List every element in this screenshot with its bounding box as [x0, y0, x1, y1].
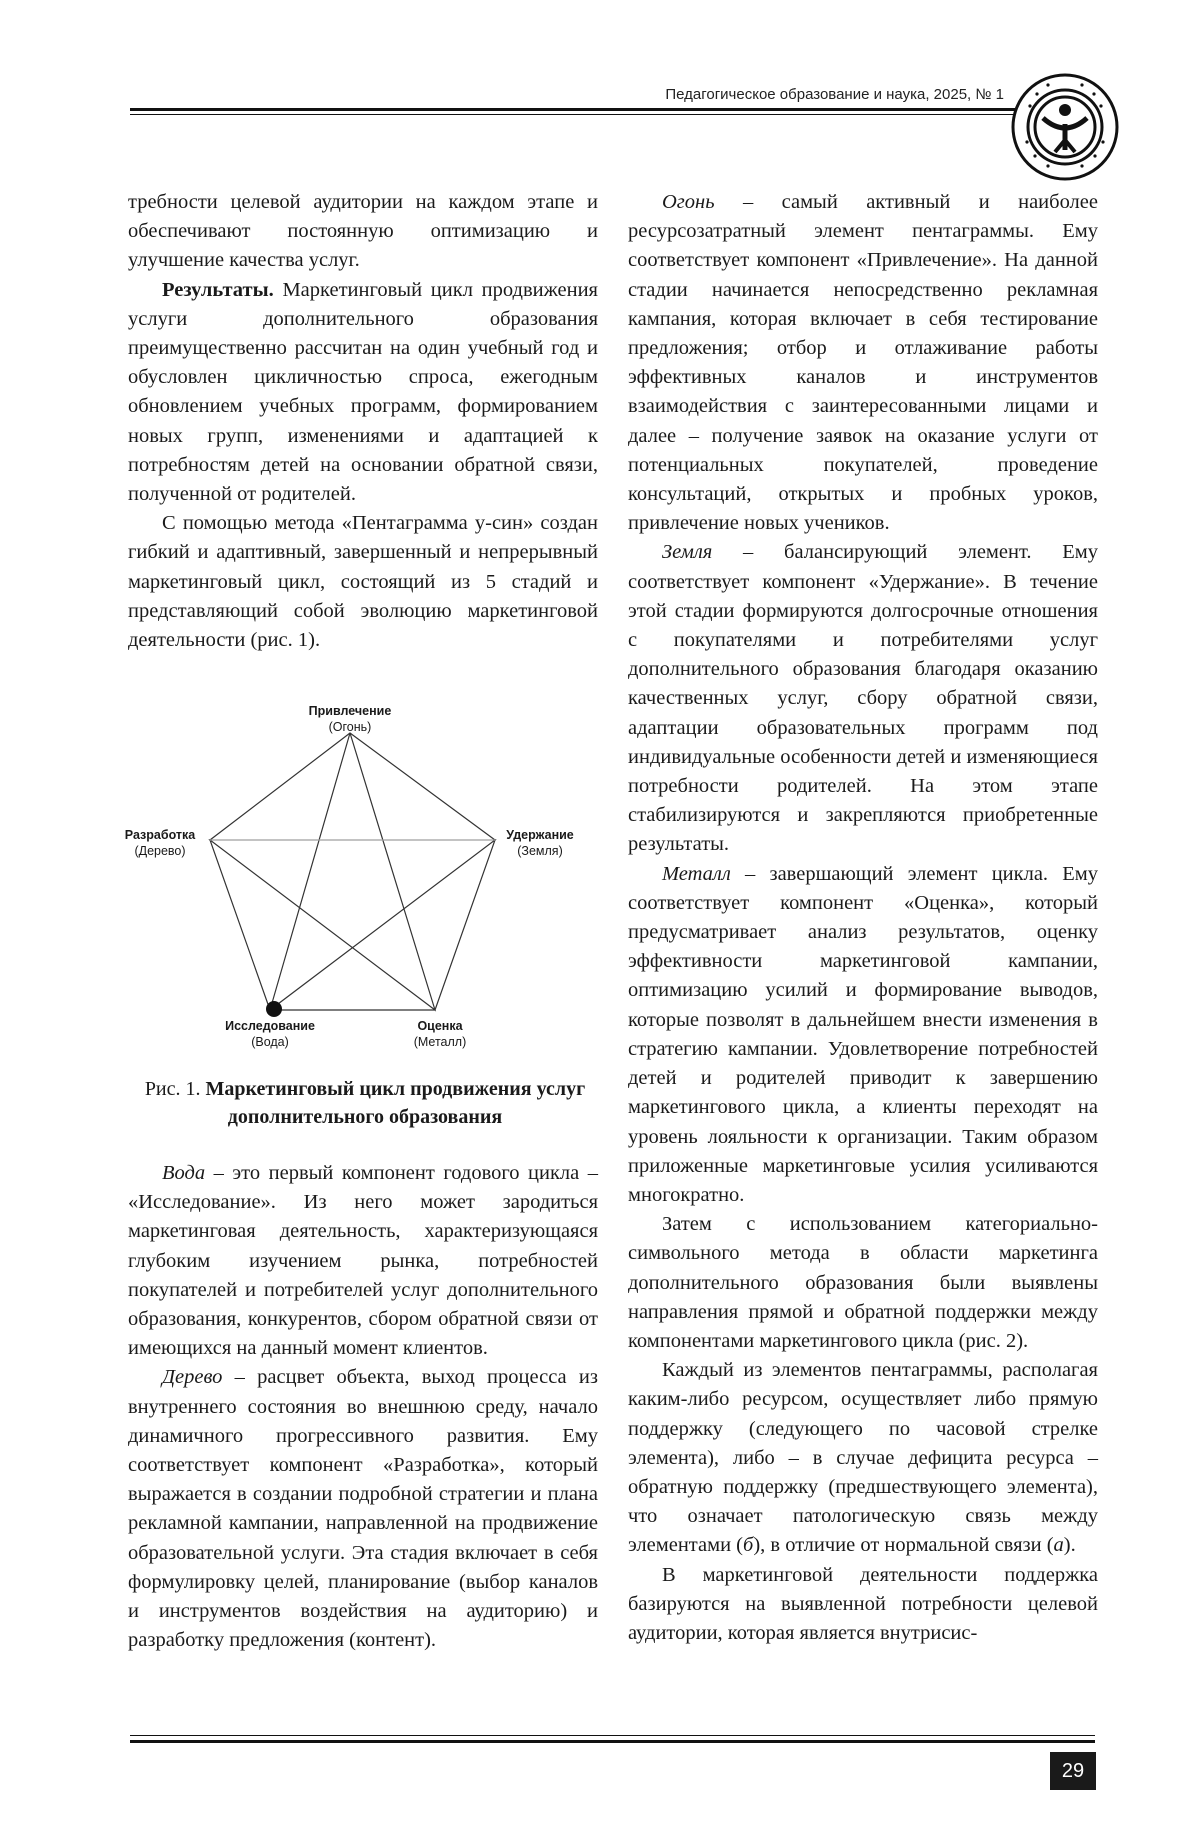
- paragraph: Результаты. Маркетинговый цикл продвижения услуги дополнительного образования преимущественно рассчитан на один учебный год и обусловлен цикличностью спроса, ежегодным обновлением учебных программ, формированием новых групп, изменениями и адаптацией к потребностям детей на основании обратной связи, полученной от родителей.: [128, 278, 598, 506]
- node-evaluation: Оценка (Металл): [413, 1019, 467, 1049]
- pentagram-figure: [125, 705, 605, 1055]
- left-column-top: [128, 188, 598, 655]
- node-retention: Удержание (Земля): [506, 828, 574, 858]
- node-research: Исследование (Вода): [225, 1019, 315, 1049]
- term: Дерево: [162, 1366, 223, 1389]
- right-column: [628, 188, 1098, 1648]
- page-number: 29: [1050, 1752, 1096, 1790]
- pentagram-star: [210, 733, 495, 1010]
- figure-caption: Рис. 1. Маркетинговый цикл продвижения услуг дополнительного образования: [144, 1078, 586, 1128]
- paragraph: Затем с использованием категориально-символьного метода в области маркетинга дополнительного образования были выявлены направления прямой и обратной поддержки между компонентами маркетингового цикла (рис. 2).: [628, 1213, 1098, 1352]
- paragraph: требности целевой аудитории на каждом этапе и обеспечивают постоянную оптимизацию и улучшение качества услуг.: [128, 191, 598, 272]
- term: Вода: [162, 1162, 206, 1184]
- node-development: Разработка (Дерево): [124, 828, 196, 858]
- term: Огонь: [662, 191, 715, 213]
- node-attraction: Привлечение (Огонь): [308, 704, 392, 734]
- left-column-bottom: [128, 1159, 598, 1655]
- pentagram-diagram: [125, 705, 605, 1055]
- term: Земля: [662, 541, 713, 564]
- paragraph: Земля – балансирующий элемент. Ему соответствует компонент «Удержание». В течение этой стадии формируются долгосрочные отношения с покупателями и потребителями услуг дополнительного образования благодаря оказанию качественных услуг, сбору обратной связи, адаптации образовательных программ под индивидуальные особенности детей и изменяющиеся потребности родителей. На этом этапе стабилизируются и закрепляются приобретенные результаты.: [628, 541, 1098, 856]
- pentagon-outline: [210, 733, 495, 1010]
- header-rule-thick: [130, 108, 1015, 111]
- paragraph: Вода – это первый компонент годового цикла – «Исследование». Из него может зародиться маркетинговая деятельность, характеризующаяся глубоким изучением рынка, потребностей покупателей и потребителей услуг дополнительного образования, конкурентов, сбором обратной связи от имеющихся на данный момент клиентов.: [128, 1162, 598, 1360]
- section-heading: Результаты.: [162, 278, 274, 301]
- journal-logo-icon: [1010, 72, 1120, 182]
- start-marker: [266, 1001, 282, 1017]
- paragraph: В маркетинговой деятельности поддержка базируются на выявленной потребности целевой аудитории, которая является внутрисис-: [628, 1563, 1098, 1644]
- paragraph: Дерево – расцвет объекта, выход процесса из внутреннего состояния во внешнюю среду, начало динамичного прогрессивного развития. Ему соответствует компонент «Разработка», который выражается в создании подробной стратегии и плана рекламной кампании, направленной на продвижение образовательной услуги. Эта стадия включает в себя формулировку целей, планирование (выбор каналов и инструментов воздействия на аудиторию) и разработку предложения (контент).: [128, 1366, 598, 1652]
- footer-rule-thin: [130, 1735, 1095, 1736]
- header-rule-thin: [130, 114, 1015, 115]
- paragraph: Металл – завершающий элемент цикла. Ему соответствует компонент «Оценка», который предусматривает анализ результатов, оценку эффективности маркетинговой кампании, оптимизацию усилий и формирование выводов, которые позволят в дальнейшем внести изменения в стратегию кампании. Удовлетворение потребностей детей и родителей приводит к завершению маркетингового цикла, а клиенты переходят на уровень лояльности к организации. Таким образом приложенные маркетинговые усилия усиливаются многократно.: [628, 862, 1098, 1206]
- paragraph: Каждый из элементов пентаграммы, располагая каким-либо ресурсом, осуществляет либо прямую поддержку (следующего по часовой стрелке элемента), либо – в случае дефицита ресурса – обратную поддержку (предшествующего элемента), что означает патологическую связь между элементами (б), в отличие от нормальной связи (а).: [628, 1359, 1098, 1557]
- journal-title: Педагогическое образование и наука, 2025, № 1: [665, 86, 1004, 103]
- term: Металл: [662, 862, 731, 885]
- footer-rule-thick: [130, 1740, 1095, 1743]
- paragraph: Огонь – самый активный и наиболее ресурсозатратный элемент пентаграммы. Ему соответствует компонент «Привлечение». На данной стадии начинается непосредственно рекламная кампания, которая включает в себя тестирование предложения; отбор и отлаживание работы эффективных каналов и инструментов взаимодействия с заинтересованными лицами и далее – получение заявок на оказание услуги от потенциальных покупателей, проведение консультаций, открытых и пробных уроков, привлечение новых учеников.: [628, 191, 1098, 535]
- paragraph: С помощью метода «Пентаграмма у-син» создан гибкий и адаптивный, завершенный и непрерывный маркетинговый цикл, состоящий из 5 стадий и представляющий собой эволюцию маркетинговой деятельности (рис. 1).: [128, 512, 598, 652]
